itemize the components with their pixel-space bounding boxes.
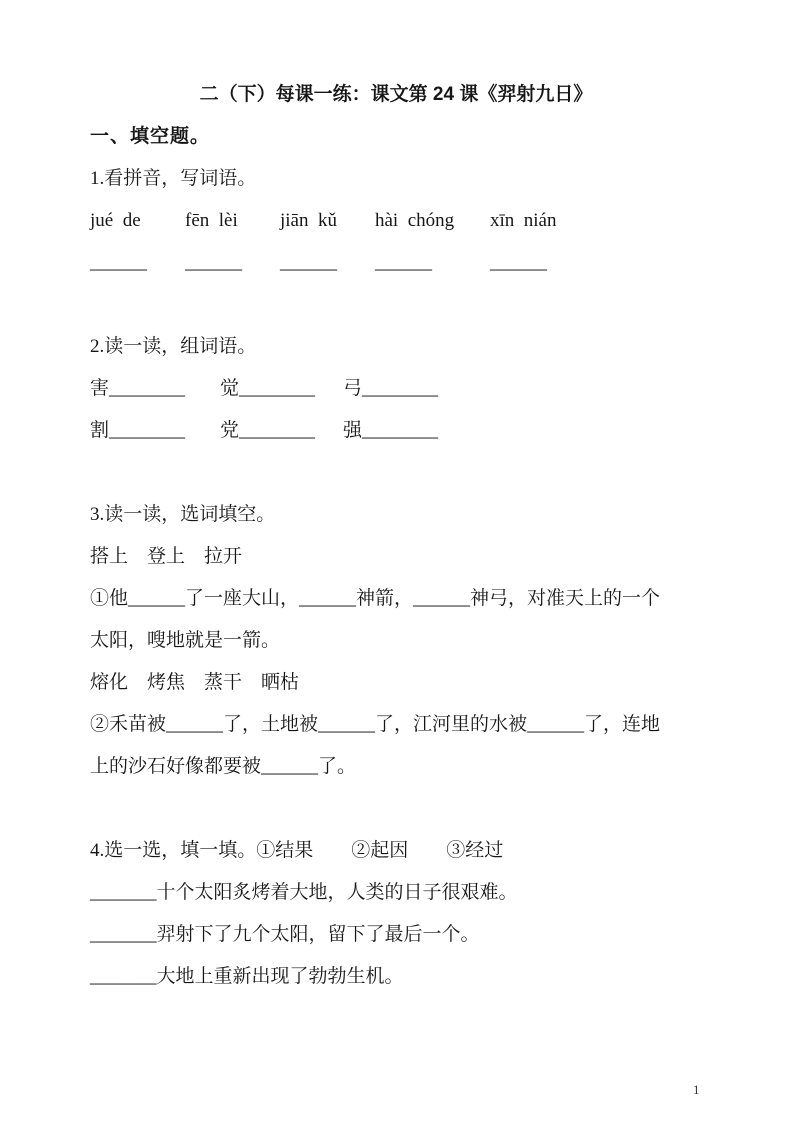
word-blank-cell: 割________ <box>90 420 186 441</box>
answer-blank: ______ <box>490 252 547 273</box>
page-title: 二（下）每课一练：课文第 24 课《羿射九日》 <box>199 84 593 105</box>
q3-sentence1-line1: ①他______了一座大山，______神箭，______神弓，对准天上的一个 <box>90 588 661 609</box>
q3-word-options-1: 搭上 登上 拉开 <box>90 546 243 567</box>
pinyin-item: fēn lèi <box>185 210 238 231</box>
pinyin-item: hài chóng <box>375 210 455 231</box>
section-heading: 一、填空题。 <box>90 126 211 147</box>
q3-sentence2-line1: ②禾苗被______了，土地被______了，江河里的水被______了，连地 <box>90 714 661 735</box>
word-blank-cell: 强________ <box>343 420 439 441</box>
q3-label: 3.读一读，选词填空。 <box>90 504 276 525</box>
word-blank-cell: 党________ <box>220 420 316 441</box>
answer-blank: ______ <box>90 252 147 273</box>
q3-sentence2-line2: 上的沙石好像都要被______了。 <box>90 756 357 777</box>
q3-word-options-2: 熔化 烤焦 蒸干 晒枯 <box>90 672 300 693</box>
q1-pinyin-row <box>90 200 702 242</box>
word-blank-cell: 弓________ <box>343 378 439 399</box>
q4-item-2: _______羿射下了九个太阳，留下了最后一个。 <box>90 924 480 945</box>
word-blank-cell: 害________ <box>90 378 186 399</box>
answer-blank: ______ <box>185 252 242 273</box>
q2-row-2 <box>90 410 702 452</box>
pinyin-item: jiān kǔ <box>280 210 337 231</box>
q2-row-1 <box>90 368 702 410</box>
q4-item-3: _______大地上重新出现了勃勃生机。 <box>90 966 404 987</box>
pinyin-item: jué de <box>90 210 141 231</box>
page-number: 1 <box>693 1082 700 1097</box>
word-blank-cell: 觉________ <box>220 378 316 399</box>
q4-item-1: _______十个太阳炙烤着大地，人类的日子很艰难。 <box>90 882 518 903</box>
answer-blank: ______ <box>375 252 432 273</box>
document-content <box>90 74 702 998</box>
q3-sentence1-line2: 太阳，嗖地就是一箭。 <box>90 630 281 651</box>
pinyin-item: xīn nián <box>490 210 557 231</box>
q2-label: 2.读一读，组词语。 <box>90 336 257 357</box>
q1-label: 1.看拼音，写词语。 <box>90 168 257 189</box>
answer-blank: ______ <box>280 252 337 273</box>
q1-blank-row <box>90 242 702 284</box>
q4-label: 4.选一选，填一填。①结果 ②起因 ③经过 <box>90 840 504 861</box>
